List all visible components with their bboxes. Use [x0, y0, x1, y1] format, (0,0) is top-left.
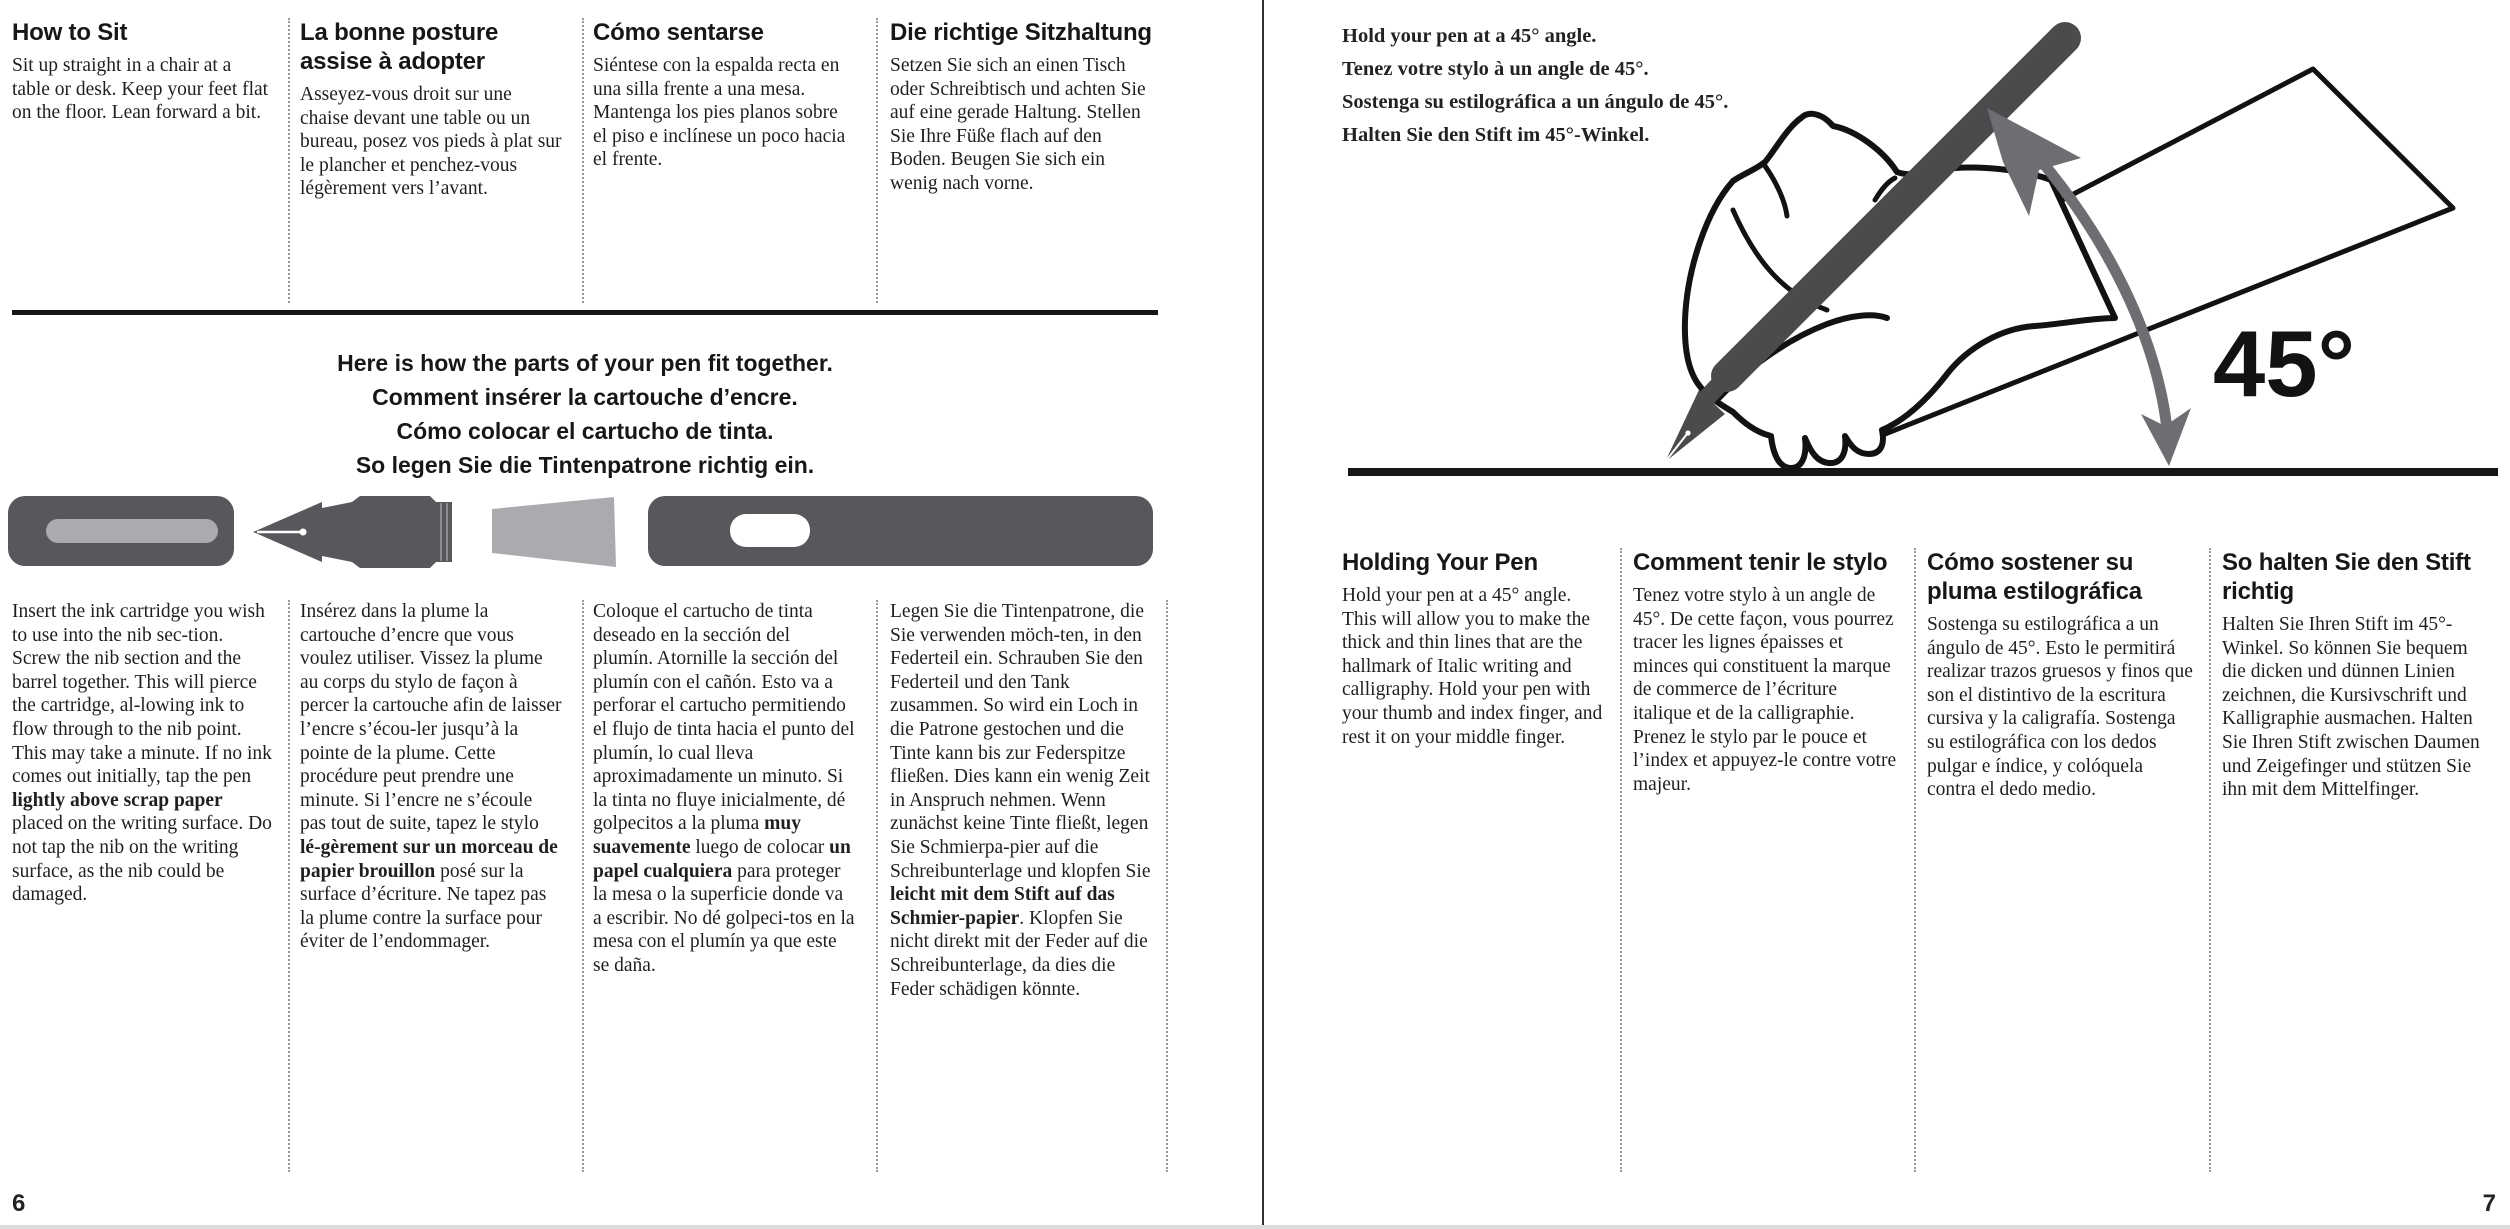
- assembly-column-de: Legen Sie die Tintenpatrone, die Sie verwenden möch-ten, in den Federteil ein. Schrauben Sie den Federteil und den Tank zusammen. So wird ein Loch in die Patrone gestochen und die Tinte kann bis zur Federspitze fließen. Dies kann ein wenig Zeit in Anspruch nehmen. Wenn zunächst keine Tinte fließt, legen Sie Schmierpa-pier auf die Schreibunterlage und klopfen Sie leicht mit dem Stift auf das Schmier-papier. Klopfen Sie nicht direkt mit der Feder auf die Schreibunterlage, da dies die Feder schädigen könnte.: [890, 601, 1151, 1000]
- pen-angle-illustration: [1335, 10, 2505, 480]
- angle-label: 45°: [2213, 311, 2356, 416]
- assembly-column-en: Insert the ink cartridge you wish to use into the nib sec-tion. Screw the nib section and the barrel together. This will pierce the cartridge, al-lowing ink to flow through to the nib point. This may take a minute. If no ink comes out initially, tap the pen lightly above scrap paper placed on the writing surface. Do not tap the nib on the writing surface, as the nib could be damaged.: [12, 601, 272, 906]
- assembly-heading-line-es: Cómo colocar el cartucho de tinta.: [396, 418, 774, 444]
- assembly-heading-line-en: Here is how the parts of your pen fit together.: [337, 350, 833, 376]
- angle-instruction-es: Sostenga su estilográfica a un ángulo de 45°.: [1342, 91, 1729, 113]
- angle-instruction-de: Halten Sie den Stift im 45°-Winkel.: [1342, 124, 1650, 146]
- page-number-left: 6: [12, 1190, 26, 1217]
- pen-cap-icon: [8, 496, 234, 566]
- column-divider: [582, 600, 584, 1172]
- page-gutter-line: [1262, 0, 1264, 1229]
- assembly-heading: [85, 346, 1085, 482]
- posture-body-de: Setzen Sie sich an einen Tisch oder Schreibtisch und achten Sie auf eine gerade Haltung. Stellen Sie Ihre Füße flach auf den Boden. Beugen Sie sich ein wenig nach vorne.: [890, 55, 1146, 194]
- column-divider: [1620, 548, 1622, 1172]
- posture-heading-fr: La bonne posture assise à adopter: [300, 19, 499, 75]
- assembly-heading-line-fr: Comment insérer la cartouche d’encre.: [372, 384, 798, 410]
- writing-baseline: [1348, 468, 2498, 476]
- holding-column-en: [1342, 548, 1608, 749]
- holding-column-de: [2222, 548, 2490, 802]
- holding-body-es: Sostenga su estilográfica a un ángulo de 45°. Esto le permitirá realizar trazos gruesos y finos que son el distintivo de la escritura cursiva y la caligrafía. Sostenga su estilográfica con los dedos pulgar e índice, y colóquela contra el dedo medio.: [1927, 614, 2193, 801]
- assembly-column-fr: Insérez dans la plume la cartouche d’encre que vous voulez utiliser. Vissez la plume au corps du stylo de façon à percer la cartouche afin de laisser l’encre s’écou-ler jusqu’à la pointe de la plume. Cette procédure peut prendre une minute. Si l’encre ne s’écoule pas tout de suite, tapez le stylo lé-gèrement sur un morceau de papier brouillon posé sur la surface d’écriture. Ne tapez pas la plume contre la surface pour éviter de l’endommager.: [300, 601, 562, 953]
- posture-body-en: Sit up straight in a chair at a table or desk. Keep your feet flat on the floor. Lean forward a bit.: [12, 55, 269, 124]
- assembly-column-es: Coloque el cartucho de tinta deseado en la sección del plumín. Atornille la sección del plumín con el cañón. Esto va a perforar el cartucho permitiendo el flujo de tinta hacia el punto del plumín, lo cual lleva aproximadamente un minuto. Si la tinta no fluye inicialmente, dé golpecitos a la pluma muy suavemente luego de colocar un papel cualquiera para proteger la mesa o la superficie donde va a escribir. No dé golpeci-tos en la mesa con el plumín ya que este se daña.: [593, 601, 855, 976]
- holding-heading-en: Holding Your Pen: [1342, 549, 1538, 576]
- angle-instruction-fr: Tenez votre stylo à un angle de 45°.: [1342, 58, 1649, 80]
- holding-column-es: [1927, 548, 2193, 802]
- column-divider: [1166, 600, 1168, 1172]
- column-divider: [288, 18, 290, 303]
- holding-heading-es: Cómo sostener su pluma estilográfica: [1927, 549, 2142, 605]
- posture-body-es: Siéntese con la espalda recta en una silla frente a una mesa. Mantenga los pies planos sobre el piso e inclínese un poco hacia el frente.: [593, 55, 846, 171]
- section-rule: [12, 310, 1158, 315]
- column-divider: [1914, 548, 1916, 1172]
- page-number-right: 7: [2482, 1190, 2496, 1217]
- holding-body-de: Halten Sie Ihren Stift im 45°-Winkel. So können Sie bequem die dicken und dünnen Linien zeichnen, die Kursivschrift und Kalligraphie ausmachen. Halten Sie Ihren Stift zwischen Daumen und Zeigefinger und stützen Sie ihn mit dem Mittelfinger.: [2222, 614, 2480, 801]
- posture-heading-es: Cómo sentarse: [593, 19, 764, 46]
- posture-column-fr: [300, 18, 562, 201]
- holding-heading-fr: Comment tenir le stylo: [1633, 549, 1888, 576]
- column-divider: [876, 18, 878, 303]
- holding-body-en: Hold your pen at a 45° angle. This will allow you to make the thick and thin lines that are the hallmark of Italic writing and calligraphy. Hold your pen with your thumb and index finger, and rest it on your middle finger.: [1342, 585, 1603, 748]
- posture-column-en: [12, 18, 274, 125]
- pen-parts-diagram: [0, 488, 1170, 580]
- angle-instruction-en: Hold your pen at a 45° angle.: [1342, 25, 1597, 47]
- assembly-heading-line-de: So legen Sie die Tintenpatrone richtig ein.: [355, 452, 815, 478]
- page-bottom-edge: [0, 1225, 2510, 1229]
- column-divider: [582, 18, 584, 303]
- holding-column-fr: [1633, 548, 1899, 796]
- holding-heading-de: So halten Sie den Stift richtig: [2222, 549, 2471, 605]
- posture-heading-en: How to Sit: [12, 19, 128, 46]
- column-divider: [288, 600, 290, 1172]
- column-divider: [2209, 548, 2211, 1172]
- ink-cartridge-icon: [492, 497, 616, 567]
- column-divider: [876, 600, 878, 1172]
- nib-section-icon: [253, 496, 452, 568]
- posture-column-es: [593, 18, 855, 172]
- holding-body-fr: Tenez votre stylo à un angle de 45°. De cette façon, vous pourrez tracer les lignes épaisses et minces qui constituent la marque de commerce de l’écriture italique et de la calligraphie. Prenez le stylo par le pouce et l’index et appuyez-le contre votre majeur.: [1633, 585, 1897, 795]
- barrel-icon: [648, 496, 1153, 566]
- posture-heading-de: Die richtige Sitzhaltung: [890, 19, 1152, 46]
- posture-body-fr: Asseyez-vous droit sur une chaise devant une table ou un bureau, posez vos pieds à plat sur le plancher et penchez-vous légèrement vers l’avant.: [300, 84, 562, 200]
- posture-column-de: [890, 18, 1152, 196]
